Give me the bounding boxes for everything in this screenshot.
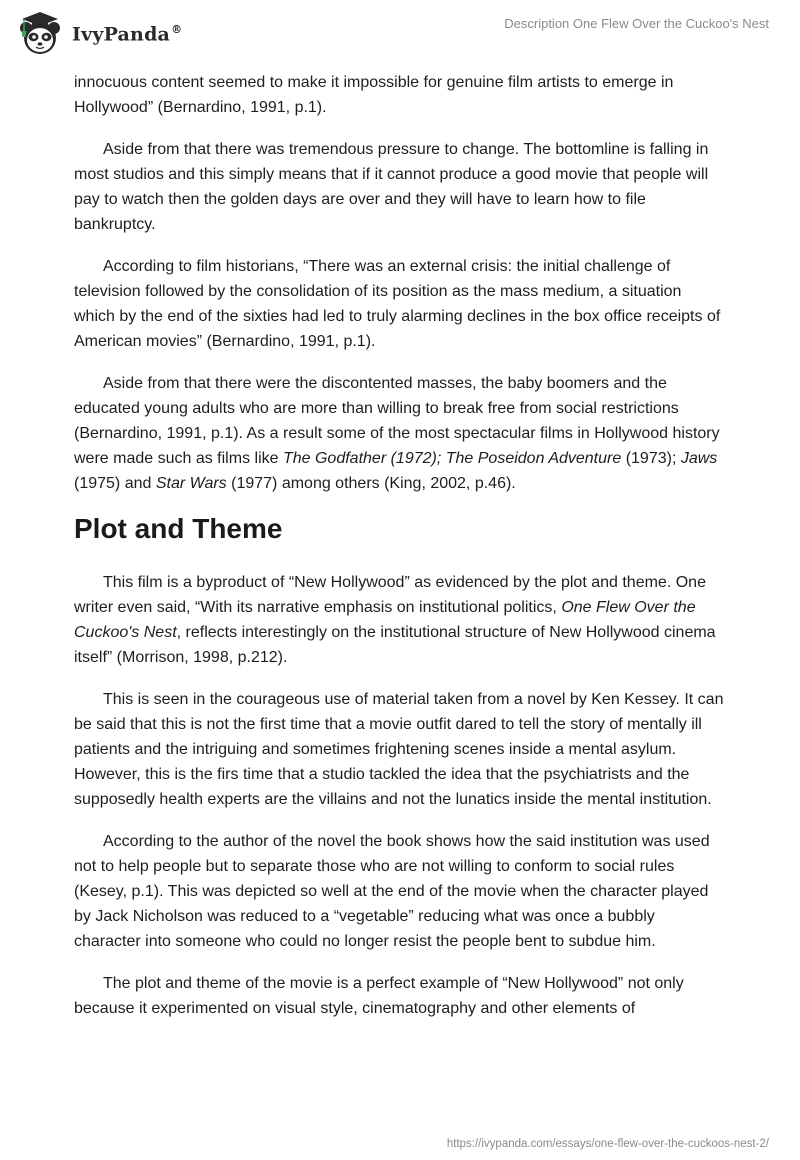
paragraph: This film is a byproduct of “New Hollywood” as evidenced by the plot and theme. One writer even said, “With its narrative emphasis on institutional politics, One Flew Over the Cuckoo's Nest, reflects interestingly on the institutional structure of New Hollywood cinema itself” (Morrison, 1998, p.212). <box>74 574 716 666</box>
document-title: Description One Flew Over the Cuckoo's Nest <box>504 16 769 31</box>
panda-graduation-cap-icon <box>16 10 64 58</box>
paragraph: According to the author of the novel the book shows how the said institution was used not to help people but to separate those who are not willing to conform to social rules (Kesey, p.1). This was depicted so well at the end of the movie when the character played by Jack Nicholson was reduced to a “vegetable” reducing what was once a bubbly character into someone who could no longer resist the people bent to subdue him. <box>74 833 710 950</box>
paragraph: According to film historians, “There was an external crisis: the initial challenge of television followed by the consolidation of its position as the mass medium, a situation which by the end of the sixties had led to truly alarming declines in the box office receipts of American movies” (Bernardino, 1991, p.1). <box>74 258 721 350</box>
paragraph: innocuous content seemed to make it impossible for genuine film artists to emerge in Hollywood” (Bernardino, 1991, p.1). <box>74 74 674 116</box>
paragraph: This is seen in the courageous use of material taken from a novel by Ken Kessey. It can be said that this is not the first time that a movie outfit dared to tell the story of mentally ill patients and the intriguing and sometimes frightening scenes inside a mental asylum. However, this is the firs time that a studio tackled the idea that the psychiatrists and the supposedly health experts are the villains and not the lunatics inside the mental institution. <box>74 691 724 808</box>
source-url[interactable]: https://ivypanda.com/essays/one-flew-over-the-cuckoos-nest-2/ <box>446 1138 769 1150</box>
paragraph: Aside from that there was tremendous pressure to change. The bottomline is falling in most studios and this simply means that if it cannot produce a good movie that people will pay to watch then the golden days are over and they will have to learn how to file bankruptcy. <box>74 141 709 233</box>
ivypanda-logo[interactable] <box>16 10 182 58</box>
paragraph: The plot and theme of the movie is a perfect example of “New Hollywood” not only because it experimented on visual style, cinematography and other elements of <box>74 975 684 1017</box>
essay-body <box>74 70 724 1038</box>
paragraph: Aside from that there were the discontented masses, the baby boomers and the educated young adults who are more than willing to break free from social restrictions (Bernardino, 1991, p.1). As a result some of the most spectacular films in Hollywood history were made such as films like The Godfather (1972); The Poseidon Adventure (1973); Jaws (1975) and Star Wars (1977) among others (King, 2002, p.46). <box>74 375 720 492</box>
logo-text: IvyPanda® <box>72 22 183 46</box>
page-header <box>0 0 800 70</box>
section-heading: Plot and Theme <box>74 513 283 544</box>
